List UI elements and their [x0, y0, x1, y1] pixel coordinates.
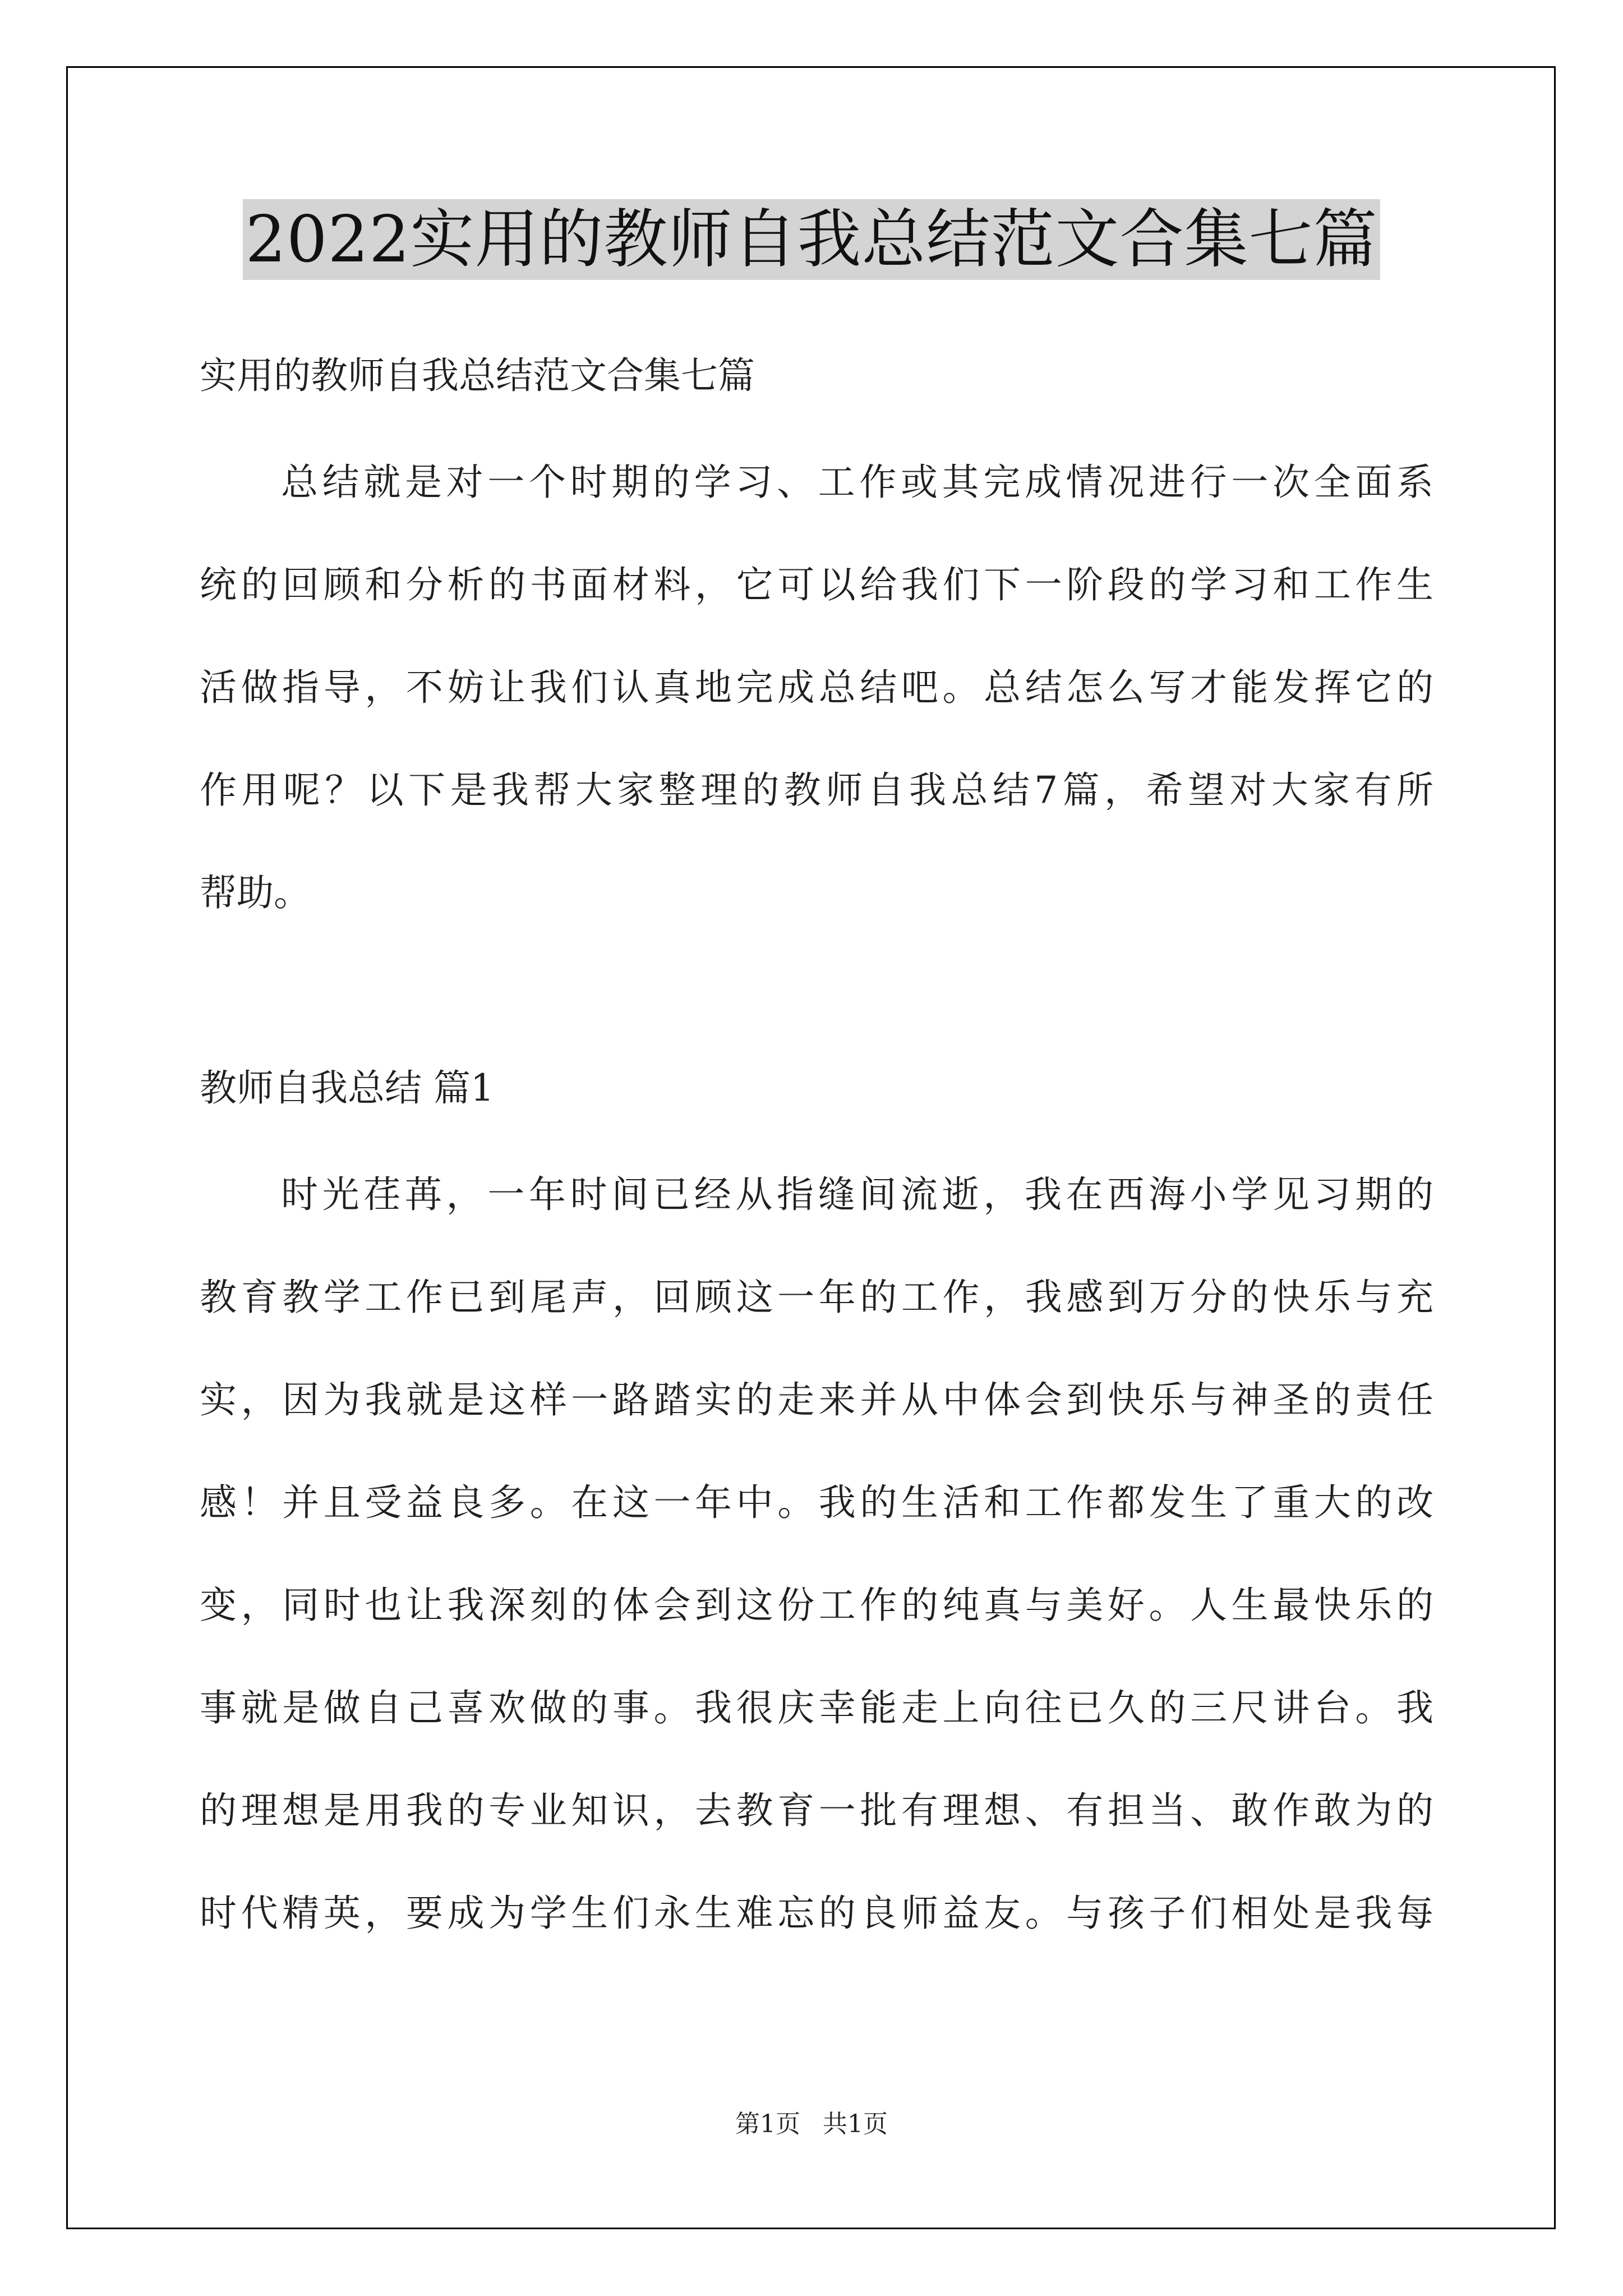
section-line: 事就是做自己喜欢做的事。我很庆幸能走上向往已久的三尺讲台。我 [200, 1686, 1433, 1729]
intro-line: 总结就是对一个时期的学习、工作或其完成情况进行一次全面系 [281, 461, 1433, 504]
section-heading: 教师自我总结 篇1 [200, 1066, 494, 1110]
document-title: 2022实用的教师自我总结范文合集七篇 [243, 199, 1380, 280]
intro-line: 活做指导，不妨让我们认真地完成总结吧。总结怎么写才能发挥它的 [200, 666, 1433, 709]
intro-line: 帮助。 [200, 871, 311, 914]
section-line: 实，因为我就是这样一路踏实的走来并从中体会到快乐与神圣的责任 [200, 1378, 1433, 1421]
page-footer [0, 2109, 1623, 2139]
section-line: 变，同时也让我深刻的体会到这份工作的纯真与美好。人生最快乐的 [200, 1584, 1433, 1627]
document-subtitle: 实用的教师自我总结范文合集七篇 [200, 354, 755, 397]
section-line: 时代精英，要成为学生们永生难忘的良师益友。与孩子们相处是我每 [200, 1892, 1433, 1935]
intro-line: 统的回顾和分析的书面材料，它可以给我们下一阶段的学习和工作生 [200, 563, 1433, 606]
page-total: 共1页 [823, 2110, 888, 2138]
intro-line: 作用呢？以下是我帮大家整理的教师自我总结7篇，希望对大家有所 [200, 769, 1433, 812]
title-container [0, 199, 1623, 280]
page-number: 第1页 [735, 2110, 800, 2138]
section-line: 的理想是用我的专业知识，去教育一批有理想、有担当、敢作敢为的 [200, 1789, 1433, 1832]
section-line: 感！并且受益良多。在这一年中。我的生活和工作都发生了重大的改 [200, 1481, 1433, 1524]
section-line: 时光荏苒，一年时间已经从指缝间流逝，我在西海小学见习期的 [281, 1173, 1433, 1216]
section-line: 教育教学工作已到尾声，回顾这一年的工作，我感到万分的快乐与充 [200, 1276, 1433, 1319]
